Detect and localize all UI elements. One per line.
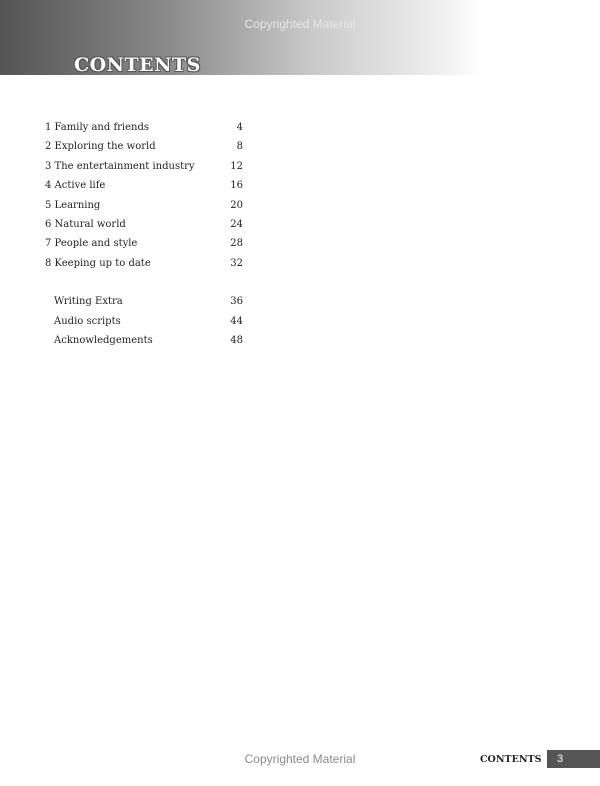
toc-entry-unit-6[interactable] xyxy=(45,218,243,237)
toc-entry-unit-1[interactable] xyxy=(45,121,243,140)
toc-entry-page: 44 xyxy=(230,315,243,327)
toc-entry-label: 1 Family and friends xyxy=(45,122,150,133)
toc-entry-acknowledgements[interactable] xyxy=(45,334,243,353)
toc-entry-audio-scripts[interactable] xyxy=(45,315,243,334)
toc-entry-label: Audio scripts xyxy=(54,315,121,327)
toc-entry-unit-4[interactable] xyxy=(45,179,243,198)
toc-entry-unit-8[interactable] xyxy=(45,257,243,276)
toc-entry-page: 4 xyxy=(236,122,243,133)
toc-entry-page: 8 xyxy=(236,141,243,153)
toc-entry-unit-5[interactable] xyxy=(45,199,243,218)
toc-entry-writing-extra[interactable] xyxy=(45,295,243,314)
watermark-bottom: Copyrighted Material xyxy=(244,752,356,766)
watermark-top: Copyrighted Material xyxy=(244,17,356,31)
toc-entry-unit-2[interactable] xyxy=(45,140,243,159)
toc-entry-page: 16 xyxy=(230,180,243,192)
toc-entry-page: 48 xyxy=(230,334,243,346)
toc-entry-unit-7[interactable] xyxy=(45,237,243,256)
toc-entry-page: 24 xyxy=(230,218,243,230)
toc-entry-label: 7 People and style xyxy=(45,238,138,250)
toc-entry-page: 20 xyxy=(230,199,243,211)
footer-page-number: 3 xyxy=(547,750,600,768)
toc-entry-page: 36 xyxy=(230,296,243,308)
footer-section-label: CONTENTS xyxy=(480,754,542,765)
toc-entry-label: 5 Learning xyxy=(45,199,101,211)
toc-entry-page: 28 xyxy=(230,238,243,250)
toc-spacer xyxy=(45,276,243,295)
toc-entry-label: Acknowledgements xyxy=(54,334,153,346)
toc-entry-unit-3[interactable] xyxy=(45,160,243,179)
toc-entry-label: 4 Active life xyxy=(45,180,106,192)
page-title: CONTENTS xyxy=(74,54,201,76)
toc-entry-page: 12 xyxy=(230,160,243,172)
toc-entry-label: 6 Natural world xyxy=(45,218,126,230)
toc-entry-label: Writing Extra xyxy=(54,296,123,308)
table-of-contents xyxy=(45,121,243,353)
toc-entry-label: 3 The entertainment industry xyxy=(45,160,195,172)
toc-entry-label: 8 Keeping up to date xyxy=(45,257,151,269)
toc-entry-label: 2 Exploring the world xyxy=(45,141,156,153)
toc-entry-page: 32 xyxy=(230,257,243,269)
